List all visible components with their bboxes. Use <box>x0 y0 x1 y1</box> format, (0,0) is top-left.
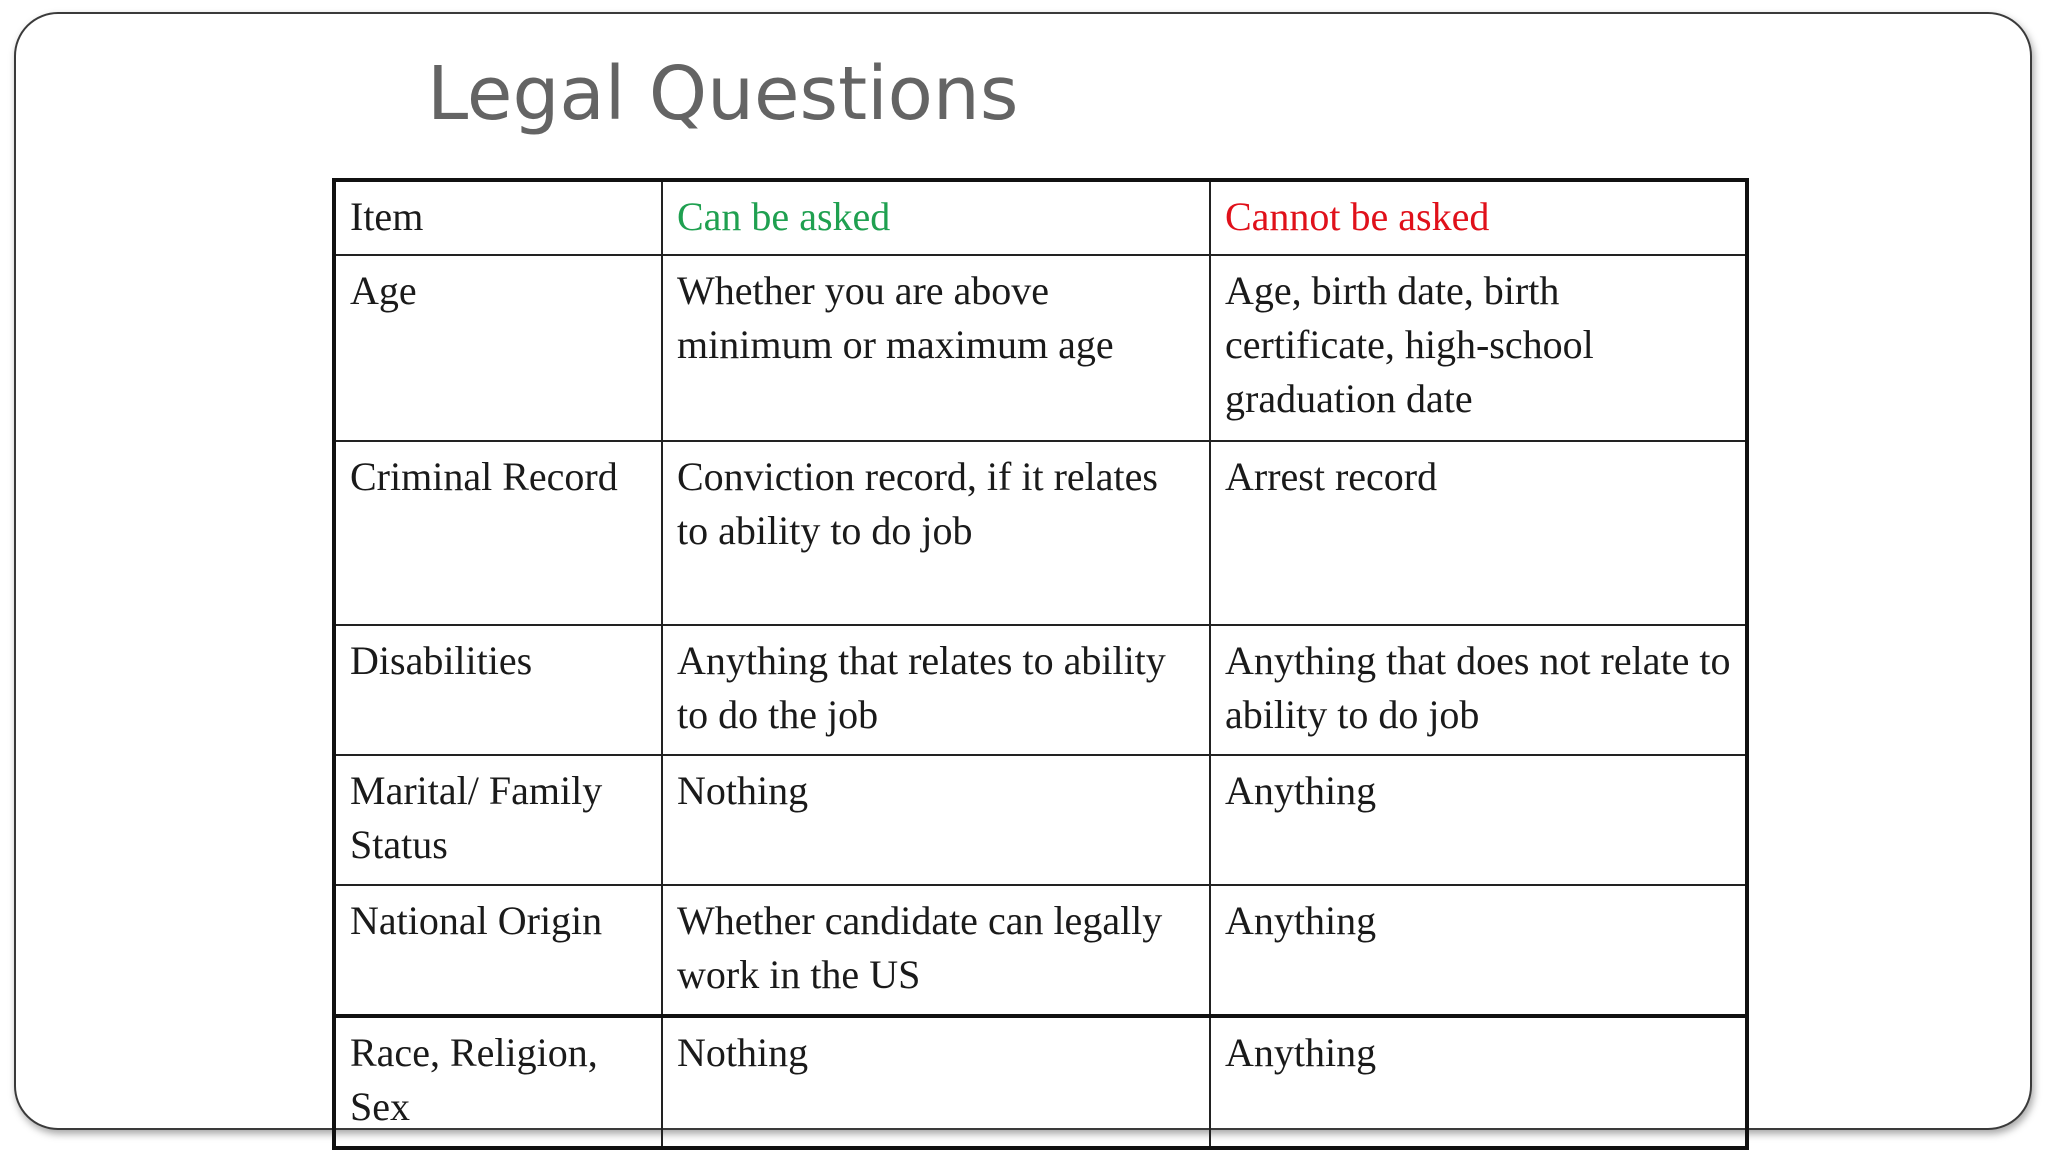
header-can-be-asked: Can be asked <box>662 180 1210 255</box>
can-cell: Anything that relates to ability to do the job <box>662 625 1210 755</box>
table-row <box>334 885 1747 1016</box>
item-cell: Race, Religion, Sex <box>334 1016 662 1148</box>
cannot-cell: Anything <box>1210 755 1747 885</box>
legal-questions-table <box>332 178 1749 1150</box>
cannot-cell: Anything <box>1210 1016 1747 1148</box>
item-cell: Age <box>334 255 662 441</box>
header-cannot-be-asked: Cannot be asked <box>1210 180 1747 255</box>
item-cell: Marital/ Family Status <box>334 755 662 885</box>
can-cell: Conviction record, if it relates to ability to do job <box>662 441 1210 625</box>
table-row <box>334 441 1747 625</box>
can-cell: Whether you are above minimum or maximum age <box>662 255 1210 441</box>
item-cell: National Origin <box>334 885 662 1016</box>
table-row <box>334 625 1747 755</box>
table-header-row <box>334 180 1747 255</box>
table-row <box>334 1016 1747 1148</box>
cannot-cell: Anything <box>1210 885 1747 1016</box>
can-cell: Nothing <box>662 1016 1210 1148</box>
cannot-cell: Arrest record <box>1210 441 1747 625</box>
table-row <box>334 755 1747 885</box>
item-cell: Criminal Record <box>334 441 662 625</box>
cannot-cell: Anything that does not relate to ability to do job <box>1210 625 1747 755</box>
can-cell: Nothing <box>662 755 1210 885</box>
item-cell: Disabilities <box>334 625 662 755</box>
cannot-cell: Age, birth date, birth certificate, high-school graduation date <box>1210 255 1747 441</box>
can-cell: Whether candidate can legally work in the US <box>662 885 1210 1016</box>
slide-title: Legal Questions <box>427 51 1019 137</box>
header-item: Item <box>334 180 662 255</box>
table-row <box>334 255 1747 441</box>
